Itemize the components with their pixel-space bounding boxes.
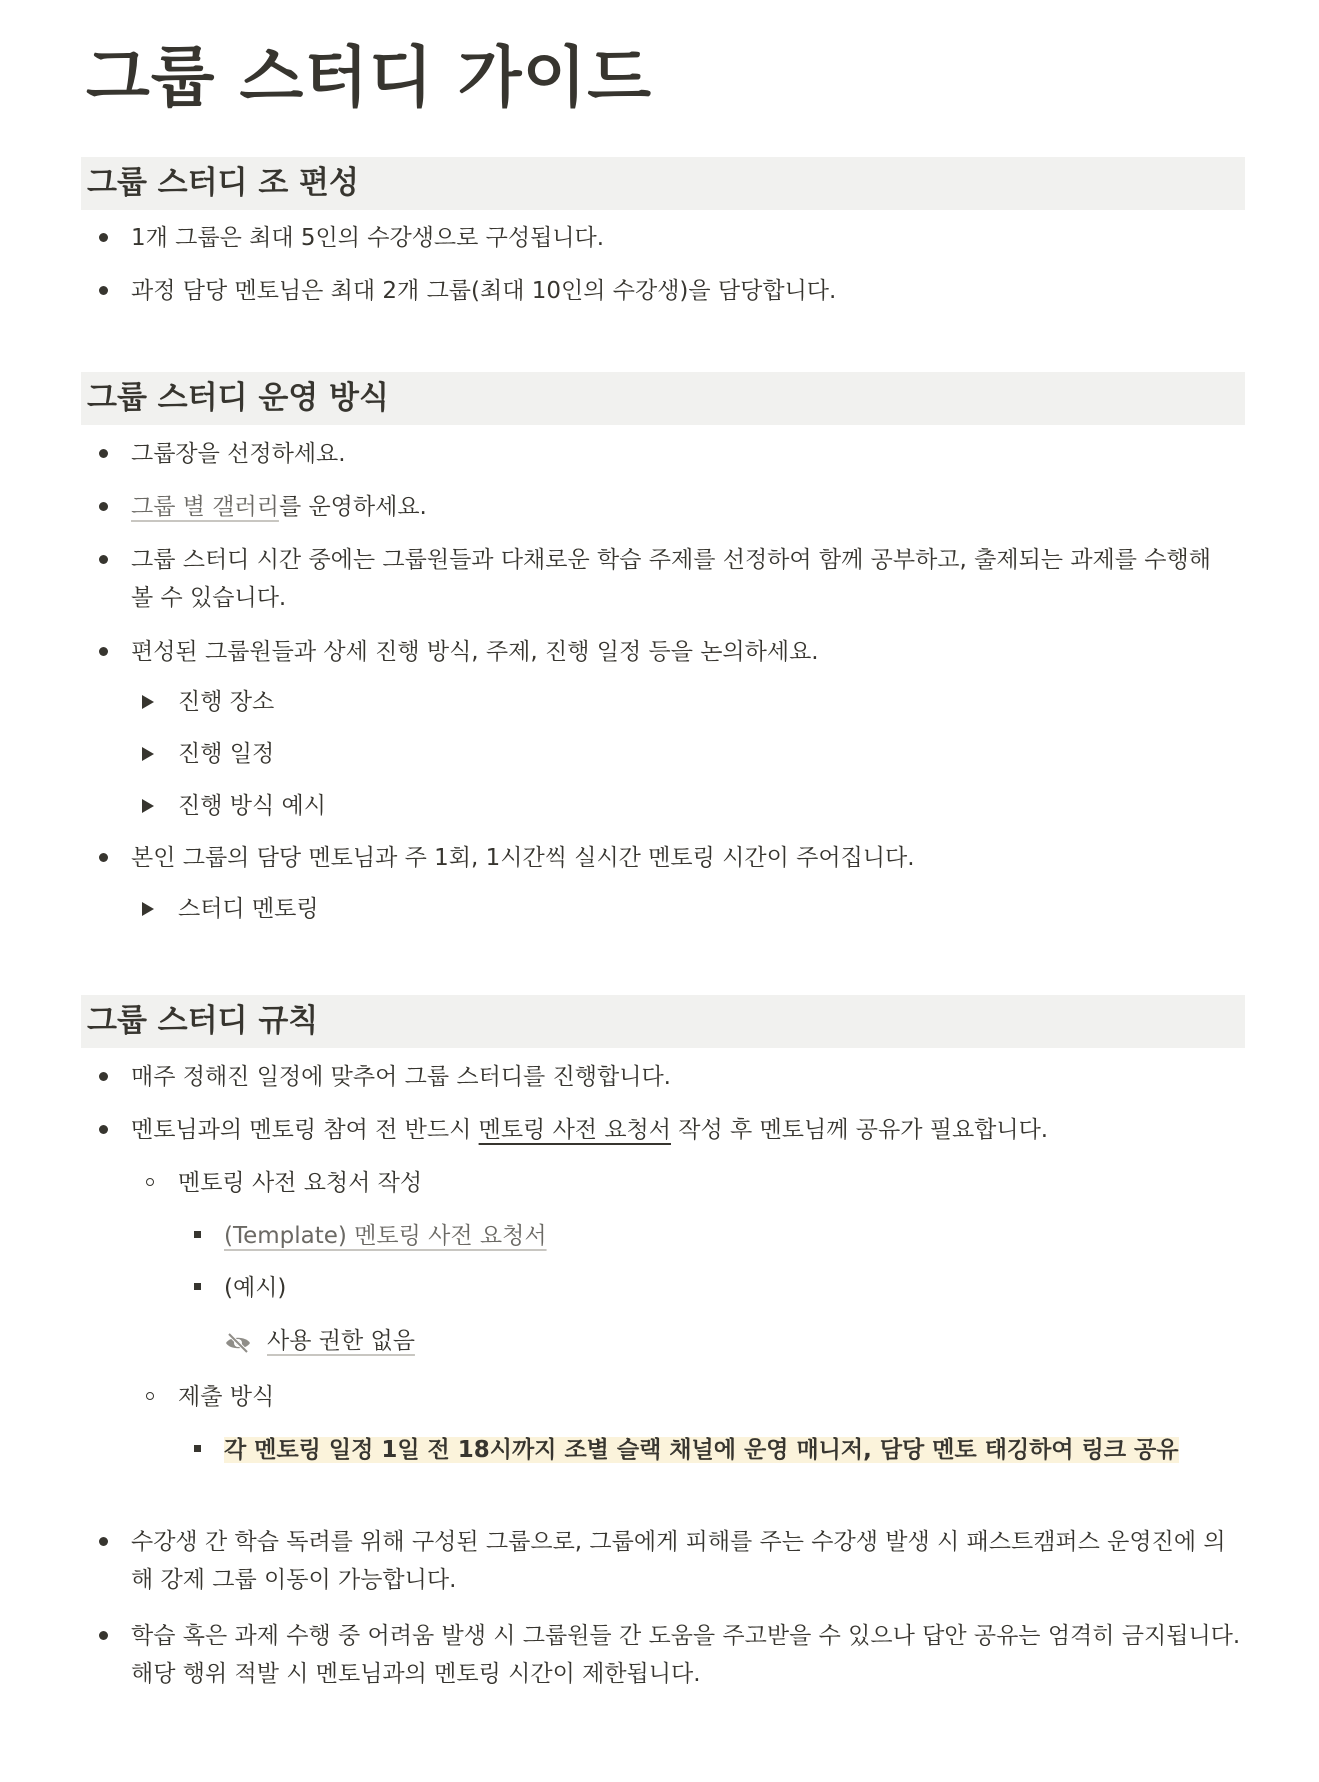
bullet-icon [99,449,108,458]
mentoring-request-link[interactable]: 멘토링 사전 요청서 [478,1117,671,1143]
bullet-icon [99,1631,108,1640]
list-item-text: 학습 혹은 과제 수행 중 어려움 발생 시 그룹원들 간 도움을 주고받을 수 있으나 답안 공유는 엄격히 금지됩니다. 해당 행위 적발 시 멘토님과의 멘토링 시간이 제한됩니다. [131,1623,1241,1687]
square-bullet-icon [194,1445,201,1452]
bullet-icon [99,286,108,295]
list-item-text: 매주 정해진 일정에 맞추어 그룹 스터디를 진행합니다. [131,1064,671,1090]
section-heading-operation: 그룹 스터디 운영 방식 [81,372,1245,425]
section-heading-formation: 그룹 스터디 조 편성 [81,157,1245,210]
triangle-right-icon[interactable] [142,799,154,813]
sub-list-item-text: 제출 방식 [178,1384,275,1410]
sub-sub-list-item-text: (예시) [224,1275,287,1301]
template-page-link[interactable]: (Template) 멘토링 사전 요청서 [224,1223,547,1249]
bullet-icon [99,647,108,656]
circle-bullet-icon [146,1392,154,1400]
square-bullet-icon [194,1231,201,1238]
highlight-text: 각 멘토링 일정 1일 전 18시까지 조별 슬랙 채널에 운영 매니저, 담당 멘토 태깅하여 링크 공유 [224,1437,1179,1463]
list-item-text: 1개 그룹은 최대 5인의 수강생으로 구성됩니다. [131,225,605,251]
bullet-icon [99,1072,108,1081]
eye-slash-icon [224,1332,252,1354]
toggle-label[interactable]: 진행 일정 [178,741,275,767]
list-item-text: 편성된 그룹원들과 상세 진행 방식, 주제, 진행 일정 등을 논의하세요. [131,639,819,665]
bullet-icon [99,1125,108,1134]
list-item-text: 과정 담당 멘토님은 최대 2개 그룹(최대 10인의 수강생)을 담당합니다. [131,278,837,304]
bullet-icon [99,853,108,862]
bullet-icon [99,555,108,564]
gallery-page-link[interactable]: 그룹 별 갤러리 [131,494,279,520]
list-item-suffix: 를 운영하세요. [278,494,427,520]
list-item-prefix: 멘토님과의 멘토링 참여 전 반드시 [131,1117,479,1143]
list-item-text [131,488,427,526]
bullet-icon [99,1537,108,1546]
sub-sub-list-item-text [224,1217,547,1255]
sub-list-item-text: 멘토링 사전 요청서 작성 [178,1170,423,1196]
triangle-right-icon[interactable] [142,747,154,761]
toggle-label[interactable]: 진행 방식 예시 [178,793,326,819]
bullet-icon [99,233,108,242]
list-item-text: 그룹장을 선정하세요. [131,441,346,467]
bullet-icon [99,502,108,511]
highlighted-instruction [224,1431,1254,1469]
circle-bullet-icon [146,1178,154,1186]
list-item-text: 본인 그룹의 담당 멘토님과 주 1회, 1시간씩 실시간 멘토링 시간이 주어집니다. [131,845,915,871]
triangle-right-icon[interactable] [142,902,154,916]
list-item-text: 수강생 간 학습 독려를 위해 구성된 그룹으로, 그룹에게 피해를 주는 수강생 발생 시 패스트캠퍼스 운영진에 의해 강제 그룹 이동이 가능합니다. [131,1529,1226,1593]
restricted-link-text[interactable] [267,1322,415,1360]
toggle-label[interactable]: 진행 장소 [178,689,275,715]
section-heading-rules: 그룹 스터디 규칙 [81,995,1245,1048]
page-title: 그룹 스터디 가이드 [86,39,653,116]
list-item-text [131,1111,1048,1149]
restricted-label[interactable]: 사용 권한 없음 [267,1328,415,1354]
list-item-suffix: 작성 후 멘토님께 공유가 필요합니다. [670,1117,1049,1143]
list-item-text: 그룹 스터디 시간 중에는 그룹원들과 다채로운 학습 주제를 선정하여 함께 공부하고, 출제되는 과제를 수행해 볼 수 있습니다. [131,547,1211,611]
toggle-label[interactable]: 스터디 멘토링 [178,896,319,922]
square-bullet-icon [194,1283,201,1290]
triangle-right-icon[interactable] [142,695,154,709]
